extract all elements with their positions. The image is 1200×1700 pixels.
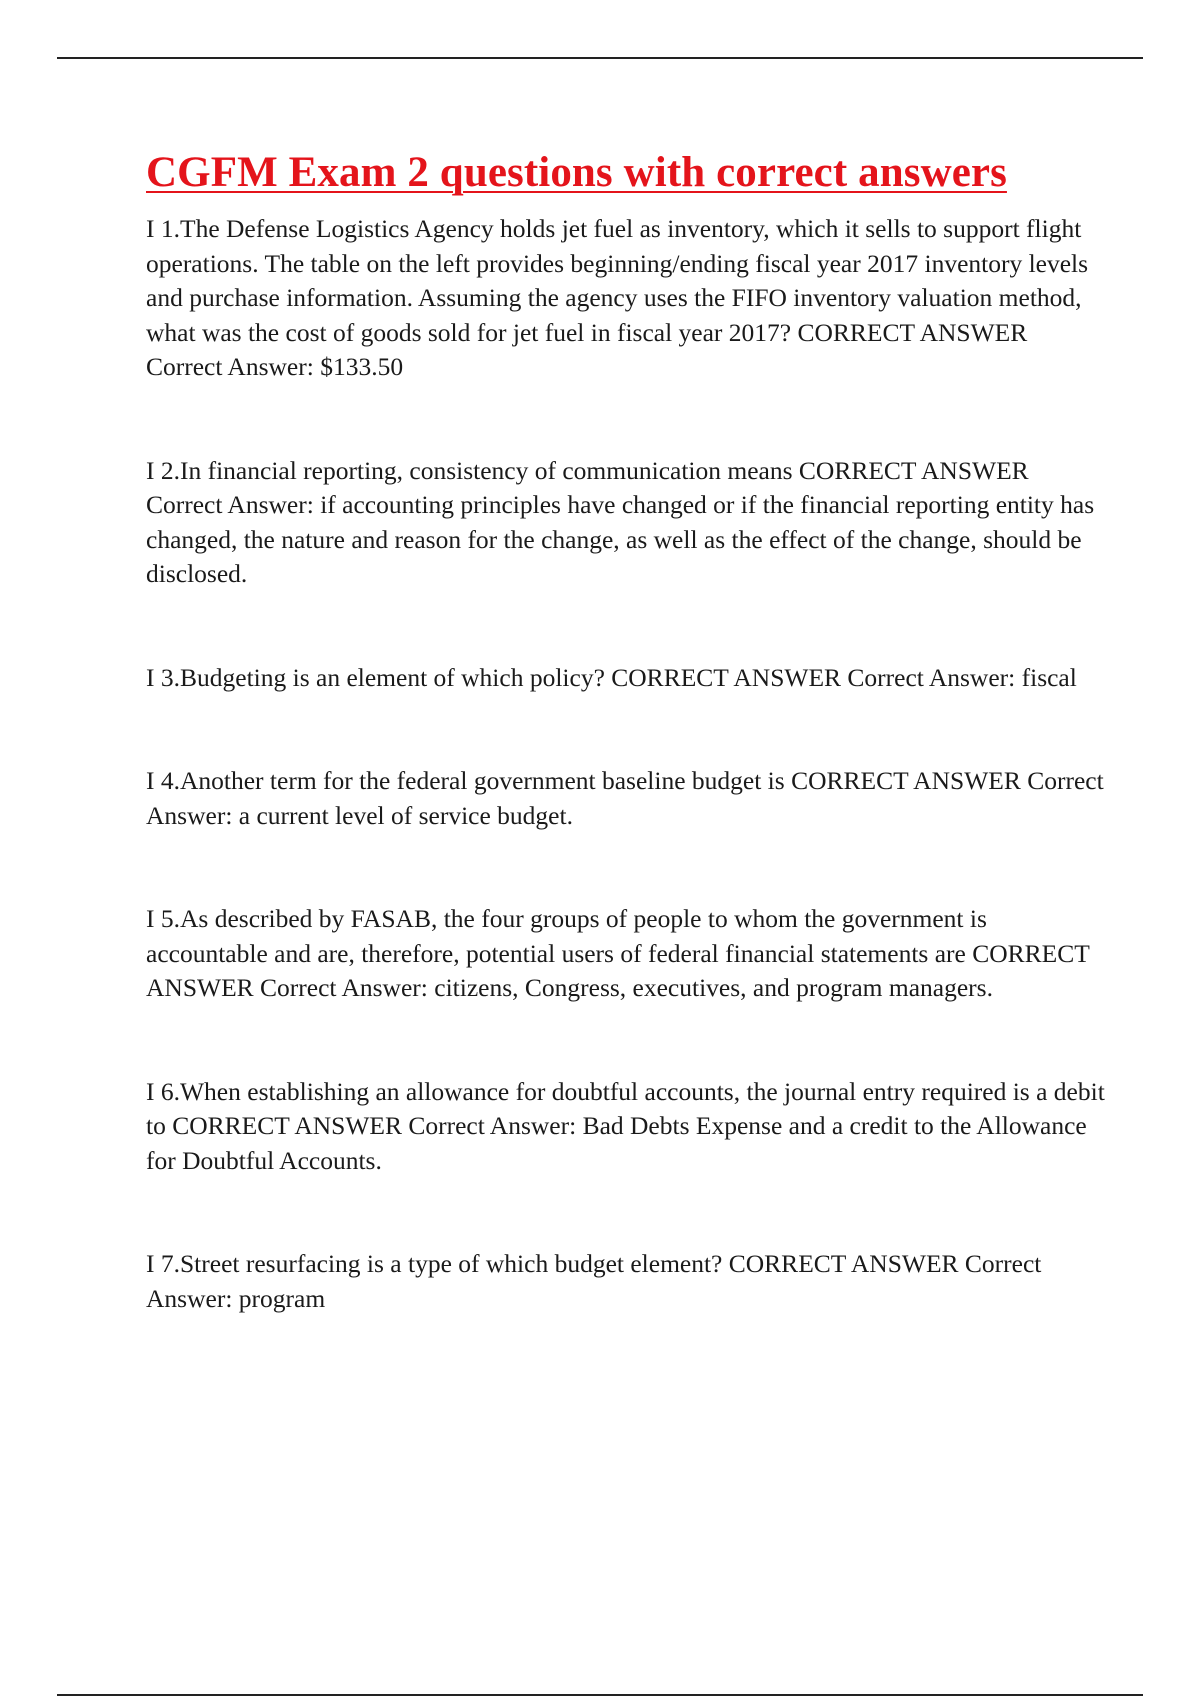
question-5: I 5.As described by FASAB, the four groups of people to whom the government is accountable and are, therefore, potential users of federal financial statements are CORRECT ANSWER Correct Answer: citizens, Congress, executives, and program managers. [146, 904, 1090, 1002]
question-1: I 1.The Defense Logistics Agency holds jet fuel as inventory, which it sells to support flight operations. The table on the left provides beginning/ending fiscal year 2017 inventory levels and purchase information. Assuming the agency uses the FIFO inventory valuation method, what was the cost of goods sold for jet fuel in fiscal year 2017? CORRECT ANSWER Correct Answer: $133.50 [146, 214, 1089, 381]
page-title: CGFM Exam 2 questions with correct answers [146, 149, 1007, 196]
question-7: I 7.Street resurfacing is a type of which budget element? CORRECT ANSWER Correct Answer: program [146, 1249, 1042, 1313]
question-6: I 6.When establishing an allowance for doubtful accounts, the journal entry required is a debit to CORRECT ANSWER Correct Answer: Bad Debts Expense and a credit to the Allowance for Doubtful Accounts. [146, 1076, 1105, 1175]
bottom-rule [57, 1694, 1143, 1696]
question-3: I 3.Budgeting is an element of which policy? CORRECT ANSWER Correct Answer: fiscal [146, 662, 1077, 692]
question-2: I 2.In financial reporting, consistency of communication means CORRECT ANSWER Correct Answer: if accounting principles have changed or if the financial reporting entity has changed, the nature and reason for the change, as well as the effect of the change, should be disclosed. [146, 455, 1095, 588]
document-body [146, 148, 1106, 1316]
question-list [146, 212, 1106, 1316]
top-rule [57, 57, 1143, 59]
question-4: I 4.Another term for the federal government baseline budget is CORRECT ANSWER Correct Answer: a current level of service budget. [146, 766, 1104, 830]
